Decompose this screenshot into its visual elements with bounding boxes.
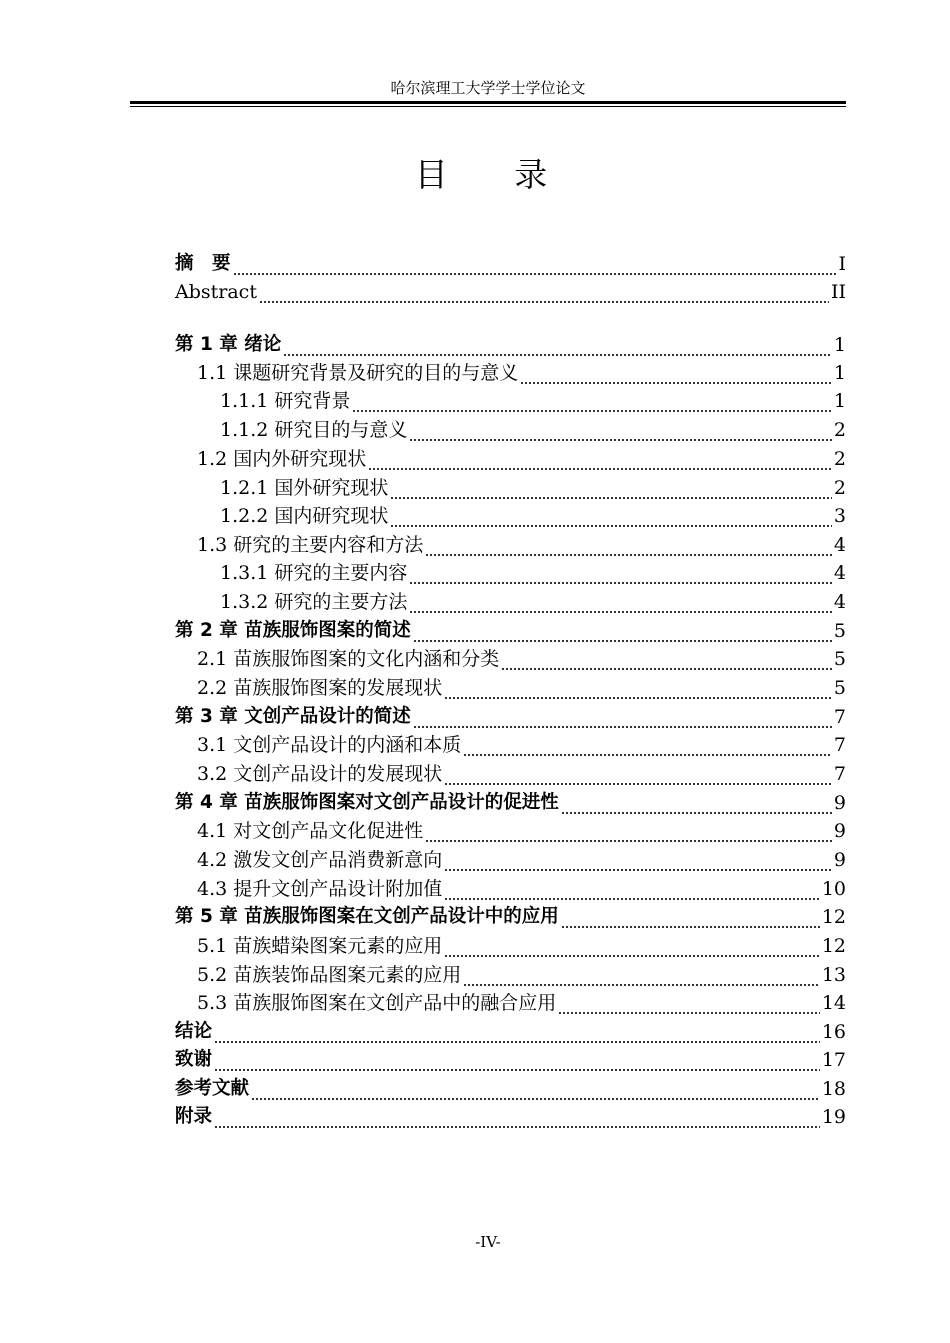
toc-entry-title: 1.3 研究的主要内容和方法 [197, 534, 424, 556]
toc-entry-page: 14 [821, 992, 846, 1014]
toc-entry[interactable] [175, 903, 846, 931]
toc-entry-title: 第 4 章 苗族服饰图案对文创产品设计的促进性 [175, 792, 559, 813]
toc-entry-title: 4.3 提升文创产品设计附加值 [197, 878, 443, 900]
toc-entry[interactable] [175, 961, 846, 989]
toc-entry-title: 参考文献 [175, 1078, 250, 1099]
toc-entry-page: 2 [833, 477, 846, 499]
toc-entry-page: 1 [833, 390, 846, 412]
dot-leader [390, 508, 832, 530]
running-header: 哈尔滨理工大学学士学位论文 [390, 79, 586, 97]
dot-leader [390, 480, 832, 502]
toc-entry-page: 19 [821, 1106, 846, 1128]
toc-entry[interactable] [175, 474, 846, 502]
toc-entry[interactable] [175, 875, 846, 903]
dot-leader [259, 284, 829, 306]
toc-entry-page: 9 [833, 820, 846, 842]
toc-entry-page: 3 [833, 505, 846, 527]
toc-entry-page: 7 [833, 763, 846, 785]
toc-entry[interactable] [175, 416, 846, 444]
dot-leader [214, 1109, 820, 1131]
toc-entry-title: Abstract [175, 281, 257, 303]
toc-entry[interactable] [175, 1018, 846, 1046]
dot-leader [501, 651, 832, 673]
toc-entry[interactable] [175, 331, 846, 359]
dot-leader [413, 709, 832, 731]
toc-entry[interactable] [175, 1075, 846, 1103]
toc-entry[interactable] [175, 1046, 846, 1074]
toc-entry[interactable] [175, 989, 846, 1017]
dot-leader [520, 365, 832, 387]
toc-entry-title: 4.1 对文创产品文化促进性 [197, 820, 424, 842]
toc-entry[interactable] [175, 278, 846, 306]
toc-entry-page: 5 [833, 648, 846, 670]
toc-entry[interactable] [175, 760, 846, 788]
dot-leader [251, 1081, 820, 1103]
toc-entry-page: 1 [833, 334, 846, 356]
toc-entry[interactable] [175, 1103, 846, 1131]
toc-entry-title: 第 5 章 苗族服饰图案在文创产品设计中的应用 [175, 906, 559, 927]
toc-entry-page: 10 [821, 878, 846, 900]
toc-entry-title: 2.2 苗族服饰图案的发展现状 [197, 677, 443, 699]
dot-leader [214, 1052, 820, 1074]
toc-entry-title: 5.3 苗族服饰图案在文创产品中的融合应用 [197, 992, 557, 1014]
toc-entry-title: 1.2 国内外研究现状 [197, 448, 367, 470]
dot-leader [409, 422, 832, 444]
toc-entry[interactable] [175, 617, 846, 645]
toc-entry[interactable] [175, 703, 846, 731]
toc-entry-page: 4 [833, 562, 846, 584]
toc-entry-page: 5 [833, 620, 846, 642]
toc-entry-page: 2 [833, 419, 846, 441]
toc-entry-title: 结论 [175, 1021, 213, 1042]
dot-leader [409, 565, 832, 587]
toc-entry-page: 16 [821, 1021, 846, 1043]
dot-leader [425, 537, 832, 559]
toc-entry-title: 第 2 章 苗族服饰图案的简述 [175, 620, 411, 641]
toc-entry-page: 7 [833, 706, 846, 728]
header-rule-thin [130, 106, 846, 107]
toc-entry-page: II [830, 281, 846, 303]
toc-entry-title: 附录 [175, 1106, 213, 1127]
dot-leader [561, 795, 832, 817]
toc-entry-title: 1.3.1 研究的主要内容 [220, 562, 408, 584]
toc-entry[interactable] [175, 817, 846, 845]
toc-entry-title: 4.2 激发文创产品消费新意向 [197, 849, 443, 871]
header-rule-thick [130, 101, 846, 104]
toc-entry[interactable] [175, 588, 846, 616]
dot-leader [425, 823, 832, 845]
toc-entry-page: 5 [833, 677, 846, 699]
dot-leader [444, 766, 832, 788]
toc-entry-page: 4 [833, 591, 846, 613]
dot-leader [561, 909, 820, 931]
toc-entry-title: 致谢 [175, 1049, 213, 1070]
toc-entry-title: 3.2 文创产品设计的发展现状 [197, 763, 443, 785]
toc-entry[interactable] [175, 731, 846, 759]
dot-leader [409, 594, 832, 616]
dot-leader [283, 337, 832, 359]
toc-entry[interactable] [175, 645, 846, 673]
toc-entry-title: 第 3 章 文创产品设计的简述 [175, 706, 411, 727]
toc-entry-title: 2.1 苗族服饰图案的文化内涵和分类 [197, 648, 500, 670]
toc-entry-title: 1.2.1 国外研究现状 [220, 477, 389, 499]
toc-entry[interactable] [175, 674, 846, 702]
toc-entry-title: 第 1 章 绪论 [175, 334, 282, 355]
toc-entry-page: 18 [821, 1078, 846, 1100]
page-title: 目 录 [414, 155, 576, 194]
toc-entry-page: 17 [821, 1049, 846, 1071]
toc-entry[interactable] [175, 932, 846, 960]
dot-leader [444, 881, 820, 903]
toc-entry[interactable] [175, 531, 846, 559]
dot-leader [214, 1024, 820, 1046]
dot-leader [444, 680, 832, 702]
toc-entry[interactable] [175, 250, 846, 278]
toc-entry[interactable] [175, 445, 846, 473]
toc-entry[interactable] [175, 789, 846, 817]
dot-leader [444, 938, 820, 960]
toc-entry-title: 5.2 苗族装饰品图案元素的应用 [197, 964, 462, 986]
toc-entry-page: 13 [821, 964, 846, 986]
dot-leader [233, 256, 837, 278]
toc-entry-title: 1.3.2 研究的主要方法 [220, 591, 408, 613]
toc-entry[interactable] [175, 846, 846, 874]
toc-entry-title: 3.1 文创产品设计的内涵和本质 [197, 734, 462, 756]
toc-entry-title: 1.1.1 研究背景 [220, 390, 351, 412]
toc-entry-page: 12 [821, 935, 846, 957]
toc-entry-page: 7 [833, 734, 846, 756]
page-number: -IV- [475, 1233, 501, 1251]
toc-entry-title: 摘 要 [175, 253, 231, 274]
toc-entry-title: 1.1.2 研究目的与意义 [220, 419, 408, 441]
toc-entry-page: 9 [833, 792, 846, 814]
toc-entry-page: 4 [833, 534, 846, 556]
toc-entry-page: I [838, 253, 846, 275]
toc-entry[interactable] [175, 559, 846, 587]
toc-entry-title: 5.1 苗族蜡染图案元素的应用 [197, 935, 443, 957]
toc-entry-page: 9 [833, 849, 846, 871]
toc-entry-page: 12 [821, 906, 846, 928]
toc-entry[interactable] [175, 502, 846, 530]
toc-entry-page: 1 [833, 362, 846, 384]
toc-entry-page: 2 [833, 448, 846, 470]
dot-leader [413, 623, 832, 645]
dot-leader [463, 967, 820, 989]
dot-leader [444, 852, 832, 874]
toc-entry-title: 1.2.2 国内研究现状 [220, 505, 389, 527]
toc-entry[interactable] [175, 359, 846, 387]
dot-leader [368, 451, 832, 473]
dot-leader [463, 737, 832, 759]
dot-leader [352, 393, 832, 415]
dot-leader [558, 995, 820, 1017]
toc-entry[interactable] [175, 387, 846, 415]
toc-entry-title: 1.1 课题研究背景及研究的目的与意义 [197, 362, 519, 384]
